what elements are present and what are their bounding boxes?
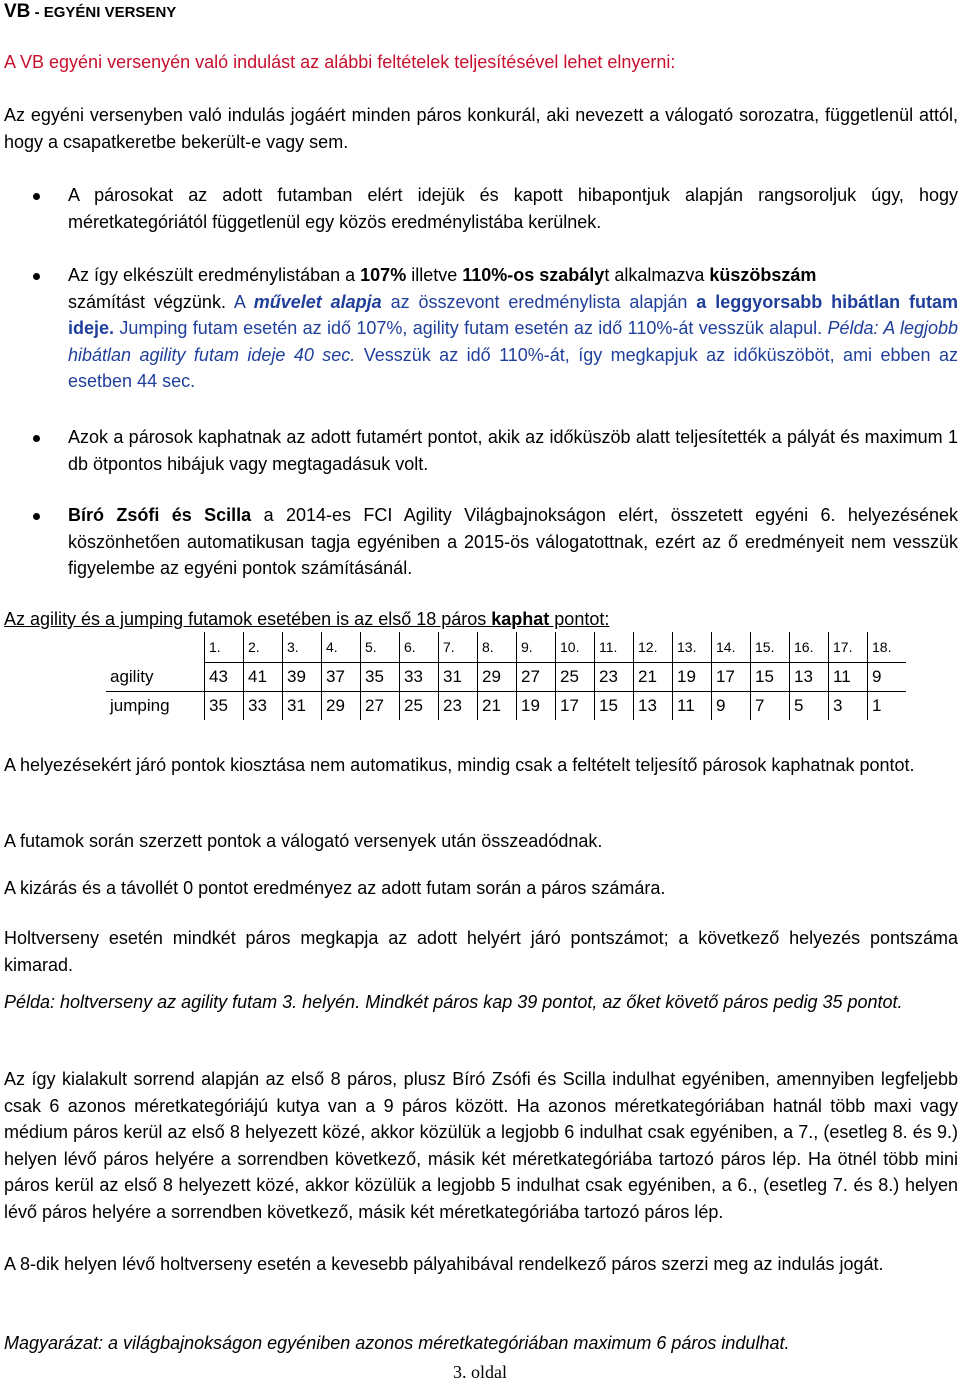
table-cell: 21 xyxy=(634,663,673,692)
table-header-cell: 5. xyxy=(361,632,400,663)
table-header-cell: 3. xyxy=(283,632,322,663)
paragraph-eligibility: Az egyéni versenyben való indulás jogáért minden páros konkurál, aki nevezett a válogató sorozatra, függetlenül attól, hogy a csapatkeretbe bekerült-e vagy sem. xyxy=(4,105,958,152)
table-cell: 39 xyxy=(283,663,322,692)
table-cell: 13 xyxy=(634,692,673,721)
points-heading: Az agility és a jumping futamok esetében is az első 18 páros kaphat pontot: xyxy=(4,609,610,629)
table-row xyxy=(106,692,906,721)
footnote: Magyarázat: a világbajnokságon egyéniben azonos méretkategóriában maximum 6 páros indulhat. xyxy=(4,1333,790,1353)
table-cell: 15 xyxy=(595,692,634,721)
title-rest: - EGYÉNI VERSENY xyxy=(30,4,177,21)
table-cell: 37 xyxy=(322,663,361,692)
intro-heading: A VB egyéni versenyén való indulást az alábbi feltételek teljesítésével lehet elnyerni: xyxy=(4,52,676,72)
table-header-cell: 1. xyxy=(205,632,244,663)
title-strong: VB xyxy=(4,1,31,22)
table-cell: 19 xyxy=(673,663,712,692)
table-cell: 11 xyxy=(829,663,868,692)
table-cell: 33 xyxy=(244,692,283,721)
table-header-cell: 9. xyxy=(517,632,556,663)
paragraph-disqualification: A kizárás és a távollét 0 pontot eredményez az adott futam során a páros számára. xyxy=(4,878,666,898)
table-cell: 29 xyxy=(478,663,517,692)
table-cell: 43 xyxy=(205,663,244,692)
table-cell: 41 xyxy=(244,663,283,692)
bullet-icon xyxy=(33,193,40,200)
table-header-cell: 14. xyxy=(712,632,751,663)
table-row xyxy=(106,663,906,692)
bullet-icon xyxy=(33,513,40,520)
table-cell: 19 xyxy=(517,692,556,721)
table-cell: 1 xyxy=(868,692,907,721)
table-cell: 9 xyxy=(712,692,751,721)
table-cell: 9 xyxy=(868,663,907,692)
table-cell: 25 xyxy=(556,663,595,692)
table-header-cell: 7. xyxy=(439,632,478,663)
points-table xyxy=(106,632,906,720)
table-header-cell: 13. xyxy=(673,632,712,663)
table-header-cell: 8. xyxy=(478,632,517,663)
table-cell: 35 xyxy=(361,663,400,692)
paragraph-tie: Holtverseny esetén mindkét páros megkapja az adott helyért járó pontszámot; a következő helyezés pontszáma kimarad. xyxy=(4,928,958,975)
table-cell: 31 xyxy=(439,663,478,692)
table-header-cell: 15. xyxy=(751,632,790,663)
table-cell: 15 xyxy=(751,663,790,692)
bullet-threshold-text: Az így elkészült eredménylistában a 107% illetve 110%-os szabályt alkalmazva küszöbszám számítást végzünk. A művelet alapja az összevont eredménylista alapján a leggyorsabb hibátlan futam ideje. Jumping futam esetén az idő 107%, agility futam esetén az idő 110%-át vesszük alapul. Példa: A legjobb hibátlan agility futam ideje 40 sec. Vesszük az idő 110%-át, így megkapjuk az időküszöböt, ami ebben az esetben 44 sec. xyxy=(68,265,958,391)
bullet-exemption-text: Bíró Zsófi és Scilla a 2014-es FCI Agility Világbajnokságon elért, összetett egyéni 6. helyezésének köszönhetően automatikusan tagja egyéniben a 2015-ös válogatottnak, ezért az ő eredményeit nem vesszük figyelembe az egyéni pontok számításánál. xyxy=(68,505,958,578)
paragraph-order: Az így kialakult sorrend alapján az első 8 páros, plusz Bíró Zsófi és Scilla indulhat egyéniben, amennyiben legfeljebb csak 6 azonos méretkategóriájú kutya van a 9 páros között. Ha azonos méretkategóriában hatnál több maxi vagy médium páros kerül az első 8 helyezett közé, akkor közülük a legjobb 6 indulhat csak egyéniben, a 7., (esetleg 8. és 9.) helyen lévő páros helyére a sorrendben következő, másik két méretkategóriába tartozó páros lép. Ha ötnél több mini páros kerül az első 8 helyezett közé, akkor közülük a legjobb 5 indulhat csak egyéniben, a 6., (esetleg 7. és 8.) helyen lévő páros helyére a sorrendben következő, másik két méretkategóriába tartozó páros lép. xyxy=(4,1069,958,1222)
table-header-cell: 18. xyxy=(868,632,907,663)
table-cell: 23 xyxy=(439,692,478,721)
paragraph-not-automatic: A helyezésekért járó pontok kiosztása nem automatikus, mindig csak a feltételt teljesítő párosok kaphatnak pontot. xyxy=(4,755,915,775)
table-cell: 11 xyxy=(673,692,712,721)
paragraph-tie-example: Példa: holtverseny az agility futam 3. helyén. Mindkét páros kap 39 pontot, az őket követő páros pedig 35 pontot. xyxy=(4,992,903,1012)
table-cell: 13 xyxy=(790,663,829,692)
table-cell: 17 xyxy=(712,663,751,692)
table-header-cell: 11. xyxy=(595,632,634,663)
table-header-cell: 16. xyxy=(790,632,829,663)
bullet-points-condition-text: Azok a párosok kaphatnak az adott futamért pontot, akik az időküszöb alatt teljesítették a pályát és maximum 1 db ötpontos hibájuk vagy megtagadásuk volt. xyxy=(68,427,958,474)
table-cell: 27 xyxy=(361,692,400,721)
paragraph-tie-eighth: A 8-dik helyen lévő holtverseny esetén a kevesebb pályahibával rendelkező páros szerzi meg az indulás jogát. xyxy=(4,1254,884,1274)
table-cell: 7 xyxy=(751,692,790,721)
table-cell: 25 xyxy=(400,692,439,721)
table-cell: 21 xyxy=(478,692,517,721)
table-cell: 5 xyxy=(790,692,829,721)
paragraph-sum: A futamok során szerzett pontok a válogató versenyek után összeadódnak. xyxy=(4,831,603,851)
table-header-row xyxy=(106,632,906,663)
table-cell: 17 xyxy=(556,692,595,721)
table-cell: 23 xyxy=(595,663,634,692)
table-header-cell: 12. xyxy=(634,632,673,663)
table-header-cell: 6. xyxy=(400,632,439,663)
page-number: 3. oldal xyxy=(453,1362,507,1382)
table-corner-cell xyxy=(106,632,205,663)
table-cell: 3 xyxy=(829,692,868,721)
page-title xyxy=(4,1,176,24)
bullet-icon xyxy=(33,273,40,280)
table-cell: 33 xyxy=(400,663,439,692)
bullet-ranking-text: A párosokat az adott futamban elért idejük és kapott hibapontjuk alapján rangsoroljuk úgy, hogy méretkategóriától függetlenül egy közös eredménylistába kerülnek. xyxy=(68,185,958,232)
table-cell: 29 xyxy=(322,692,361,721)
table-header-cell: 4. xyxy=(322,632,361,663)
table-row-label: agility xyxy=(106,663,205,692)
table-cell: 35 xyxy=(205,692,244,721)
table-cell: 31 xyxy=(283,692,322,721)
bullet-icon xyxy=(33,435,40,442)
table-cell: 27 xyxy=(517,663,556,692)
table-row-label: jumping xyxy=(110,696,170,715)
table-header-cell: 10. xyxy=(556,632,595,663)
table-header-cell: 17. xyxy=(829,632,868,663)
table-header-cell: 2. xyxy=(244,632,283,663)
